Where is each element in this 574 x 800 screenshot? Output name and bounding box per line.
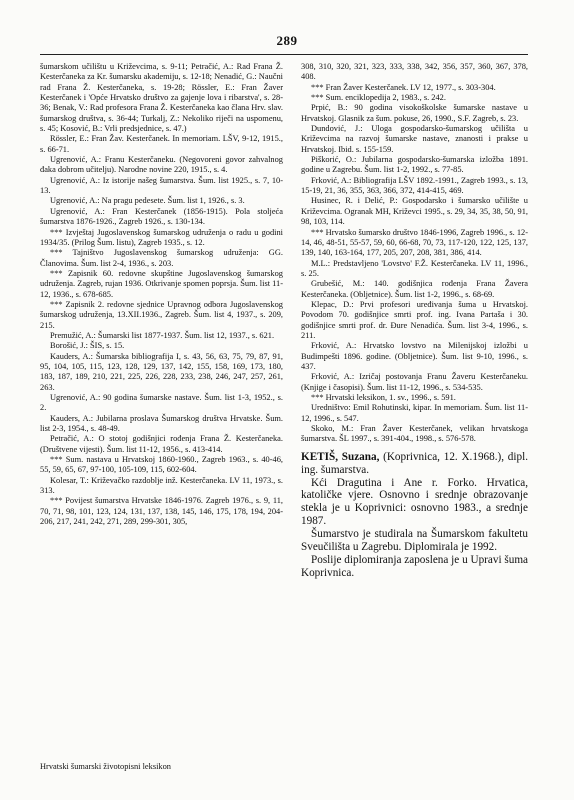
- reference-entry: *** Zapisnik 60. redovne skupštine Jugoslavenskog šumarskog udruženja. Zagreb, rujan 1936. Otkrivanje spomen poprsja. Šum. list 11-12, 1936., s. 678-685.: [40, 268, 283, 299]
- reference-entry: M.L.: Predstavljeno 'Lovstvo' F.Ž. Kesterčaneka. LV 11, 1996., s. 25.: [301, 258, 528, 278]
- reference-entry: *** Hrvatsko šumarsko društvo 1846-1996, Zagreb 1996., s. 12-14, 46, 48-51, 55-57, 59, 60, 66-68, 70, 73, 117-120, 122, 125, 137, 139, 140, 163-164, 177, 205, 207, 208, 381, 386, 414.: [301, 227, 528, 258]
- reference-entry: Ugrenović, A.: Iz istorije našeg šumarstva. Šum. list 1925., s. 7, 10-13.: [40, 175, 283, 196]
- biography-paragraph: Kći Dragutina i Ane r. Forko. Hrvatica, katoličke vjere. Osnovno i srednje obrazovanje stekla je u Koprivnici: osnovno 1983., a srednje 1987.: [301, 476, 528, 528]
- reference-entry: *** Zapisnik 2. redovne sjednice Upravnog odbora Jugoslavenskog šumarskog udruženja, 13.XII.1936., Zagreb. Šum. list 4, 1937., s. 209, 215.: [40, 299, 283, 330]
- right-column-references: [301, 62, 528, 445]
- reference-entry: Kolesar, T.: Križevačko razdoblje inž. Kesterčaneka. LV 11, 1973., s. 313.: [40, 475, 283, 496]
- reference-entry: *** Fran Žaver Kesterčanek. LV 12, 1977., s. 303-304.: [311, 82, 496, 92]
- reference-entry: Dundović, J.: Uloga gospodarsko-šumarskog učilišta u Križevcima na razvoj šumarske nastave, znanosti i prakse u Hrvatskoj. Ibid. s. 155-159.: [301, 124, 528, 154]
- reference-entry: Rössler, E.: Fran Žav. Kesterčanek. In memoriam. LŠV, 9-12, 1915., s. 66-71.: [40, 134, 283, 154]
- reference-entry: Husinec, R. i Delić, P.: Gospodarsko i šumarsko učilište u Križevcima. Ogranak MH, Križevci 1995., s. 29, 34, 35, 38, 50, 91, 98, 103, 114.: [301, 196, 528, 227]
- reference-entry: *** Povijest šumarstva Hrvatske 1846-1976. Zagreb 1976., s. 9, 11, 70, 71, 98, 101, 123, 124, 131, 137, 138, 145, 146, 175, 178, 194, 204-206, 217, 241, 242, 271, 289, 299-301, 305,: [40, 496, 283, 527]
- reference-entry: šumarskom učilištu u Križevcima, s. 9-11; Petračić, A.: Rad Frana Ž. Kesterčaneka za Kr. šumarsku akademiju, s. 12-18; Nenadić, G.: Naučni rad Frana Ž. Kesterčaneka, s. 19-28; Rössler, E.: Fran Žaver Kesterčanek i 'Opće Hrvatsko društvo za gajenje lova i ribarstva', s. 28-36; Benak, V.: Rad profesora Frana Ž. Kesterčaneka kao člana Hrv. slav. šumarskog društva, s. 36-44; Turkalj, Z.: Nekoliko riječi na uspomenu, s. 45; Kosović, B.: Vrli predsjednice, s. 47.): [40, 62, 283, 134]
- reference-entry: Kauders, A.: Jubilarna proslava Šumarskog društva Hrvatske. Šum. list 2-3, 1954., s. 48-49.: [40, 413, 283, 434]
- reference-entry: Frković, A.: Izričaj postovanja Franu Žaveru Kesterčaneku. (Knjige i časopisi). Šum. list 11-12, 1996., s. 534-535.: [301, 372, 528, 392]
- reference-entry: *** Sum. nastava u Hrvatskoj 1860-1960., Zagreb 1963., s. 40-46, 55, 59, 65, 67, 97-100, 105-109, 115, 602-604.: [40, 455, 283, 475]
- right-column: [301, 62, 528, 580]
- reference-entry: 308, 310, 320, 321, 323, 333, 338, 342, 356, 357, 360, 367, 378, 408.: [301, 62, 528, 82]
- reference-entry: Petračić, A.: O stotoj godišnjici rođenja Frana Ž. Kesterčaneka. (Društvene vijesti). Šum. list 11-12, 1956., s. 413-414.: [40, 434, 283, 454]
- biography-header-details: (Koprivnica, 12. X.1968.), dipl. ing. šumarstva.: [301, 450, 528, 476]
- reference-entry: Klepac, D.: Prvi profesori uređivanja šuma u Hrvatskoj. Povodom 70. godišnjice smrti prof. ing. Ivana Partaša i 30. godišnjice smrti prof. dr. Đure Nenadića. Šum. list 3-4, 1996., s. 211.: [301, 299, 528, 340]
- page-number: 289: [276, 33, 298, 48]
- biography-entry: [301, 451, 528, 580]
- reference-entry: Ugrenović, A.: 90 godina šumarske nastave. Šum. list 1-3, 1952., s. 2.: [40, 393, 283, 413]
- reference-entry: Frković, A.: Hrvatsko lovstvo na Milenijskoj izložbi u Budimpešti 1896. godine. (Obljetnice). Šum. list 9-10, 1996., s. 437.: [301, 341, 528, 371]
- reference-entry: Skoko, M.: Fran Žaver Kesterčanek, velikan hrvatskoga šumarstva. ŠL 1997., s. 391-404., 1998., s. 576-578.: [301, 424, 528, 444]
- reference-entry: *** Hrvatski leksikon, 1. sv., 1996., s. 591.: [311, 393, 456, 402]
- reference-entry: Ugrenović, A.: Fran Kesterčanek (1856-1915). Pola stoljeća šumarstva 1876-1926., Zagreb 1926., s. 130-134.: [40, 206, 283, 227]
- reference-entry: Prpić, B.: 90 godina visokoškolske šumarske nastave u Hrvatskoj. Glasnik za šum. pokuse, 26, 1990., S.F. Zagreb, s. 23.: [301, 103, 528, 123]
- reference-entry: Frković, A.: Bibliografija LŠV 1892.-1991., Zagreb 1993., s. 13, 15-19, 21, 36, 355, 363, 366, 372, 414-415, 469.: [301, 175, 528, 196]
- biography-name: KETIŠ, Suzana,: [301, 450, 380, 463]
- page-footer: Hrvatski šumarski životopisni leksikon: [40, 762, 171, 771]
- reference-entry: *** Sum. enciklopedija 2, 1983., s. 242.: [311, 93, 446, 103]
- reference-entry: Ugrenović, A.: Franu Kesterčaneku. (Negovoreni govor zahvalnog đaka dobrom učitelju). Narodne novine 220, 1915., s. 4.: [40, 155, 283, 175]
- reference-entry: Uredništvo: Emil Rohutinski, kipar. In memoriam. Šum. list 11-12, 1996., s. 547.: [301, 403, 528, 423]
- reference-entry: Kauders, A.: Šumarska bibliografija I, s. 43, 56, 63, 75, 79, 87, 91, 95, 104, 105, 115, 123, 128, 129, 137, 142, 155, 158, 169, 173, 180, 183, 187, 189, 210, 221, 225, 226, 228, 233, 238, 246, 247, 257, 261, 263.: [40, 351, 283, 392]
- reference-entry: Ugrenović, A.: Na pragu pedesete. Šum. list 1, 1926., s. 3.: [50, 196, 245, 206]
- biography-paragraph: Poslije diplomiranja zaposlena je u Upravi šuma Koprivnica.: [301, 553, 528, 579]
- header-rule: [40, 54, 528, 55]
- reference-entry: *** Tajništvo Jugoslavenskog šumarskog udruženja: GG. Članovima. Šum. list 2-4, 1936., s. 203.: [40, 248, 283, 268]
- reference-entry: Borošić, J.: ŠIS, s. 15.: [50, 341, 125, 351]
- left-column: [40, 62, 283, 527]
- reference-entry: Premužić, A.: Šumarski list 1877-1937. Šum. list 12, 1937., s. 621.: [50, 330, 275, 340]
- reference-entry: Grubešić, M.: 140. godišnjica rođenja Frana Žavera Kesterčaneka. (Obljetnice). Šum. list 1-2, 1996., s. 68-69.: [301, 279, 528, 299]
- biography-header: [301, 451, 528, 477]
- biography-paragraph: Šumarstvo je studirala na Šumarskom fakultetu Sveučilišta u Zagrebu. Diplomirala je 1992.: [301, 528, 528, 554]
- reference-entry: *** Izvještaj Jugoslavenskog šumarskog udruženja o radu u godini 1934/35. (Prilog Šum. listu), Zagreb 1935., s. 12.: [40, 227, 283, 247]
- reference-entry: Piškorić, O.: Jubilarna gospodarsko-šumarska izložba 1891. godine u Zagrebu. Šum. list 1-2, 1992., s. 77-85.: [301, 155, 528, 175]
